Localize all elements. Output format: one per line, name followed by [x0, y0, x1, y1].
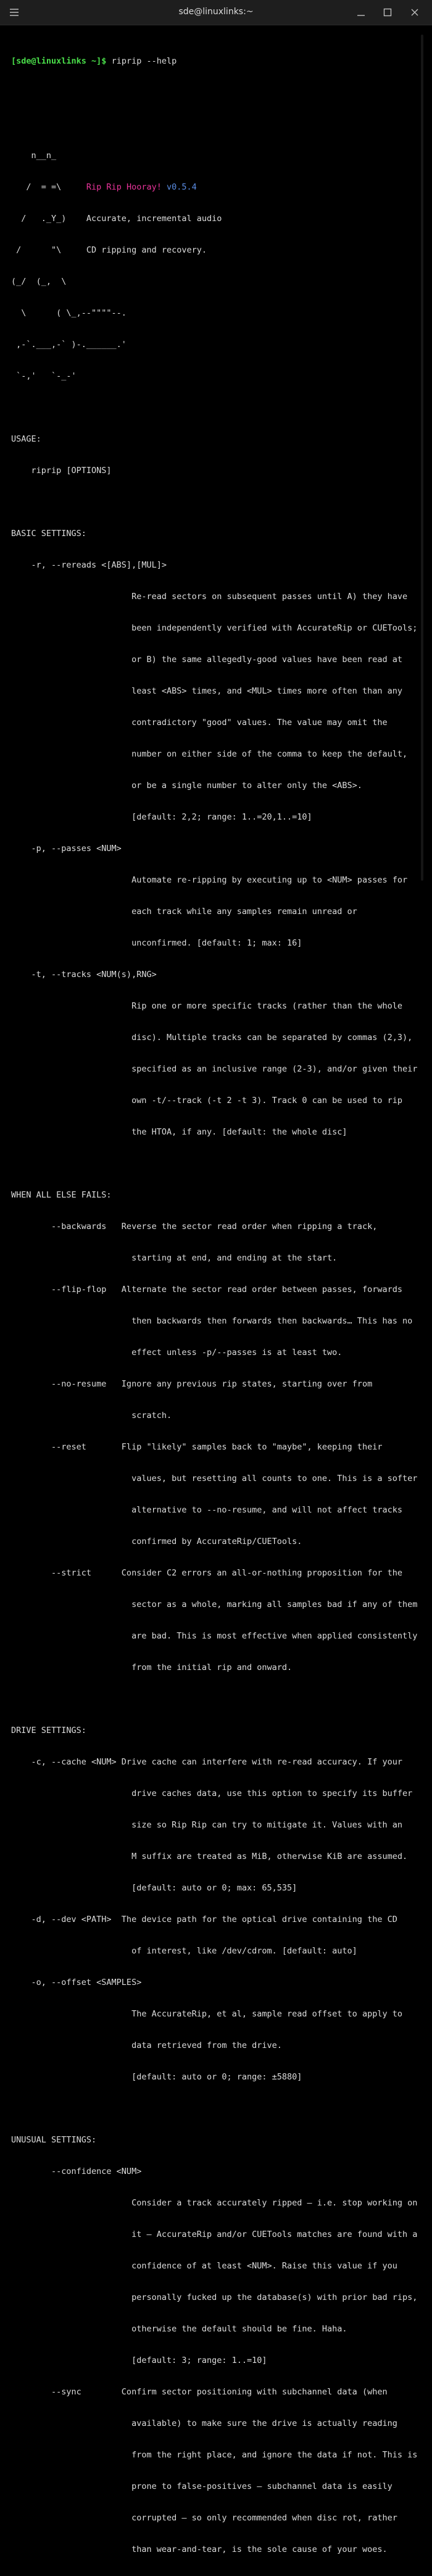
- option-line: -c, --cache <NUM> Drive cache can interfere with re-read accuracy. If your: [11, 1757, 402, 1767]
- description-line: each track while any samples remain unread or: [11, 907, 357, 917]
- option-line: -r, --rereads <[ABS],[MUL]>: [11, 560, 167, 570]
- option-line: -o, --offset <SAMPLES>: [11, 1978, 142, 1987]
- ascii-art-line: (_/ (_, \: [11, 277, 67, 287]
- option-line: -p, --passes <NUM>: [11, 844, 122, 854]
- description-line: prone to false-positives — subchannel data is easily: [11, 2482, 393, 2491]
- section-heading: DRIVE SETTINGS:: [11, 1726, 86, 1735]
- description-line: available) to make sure the drive is actually reading: [11, 2419, 397, 2428]
- output-line: [11, 497, 418, 508]
- window-title: sde@linuxlinks:~: [178, 7, 254, 17]
- description-line: Consider a track accurately ripped — i.e. stop working on: [11, 2198, 418, 2208]
- description-line: are bad. This is most effective when applied consistently: [11, 1631, 418, 1641]
- shell-prompt: [sde@linuxlinks ~]$: [11, 56, 107, 66]
- description-line: least <ABS> times, and <MUL> times more often than any: [11, 686, 402, 696]
- minimize-icon[interactable]: [353, 4, 369, 20]
- description-line: corrupted — so only recommended when disc rot, rather: [11, 2513, 397, 2523]
- ascii-art-line: \ ( \_,--""""--.: [11, 308, 127, 318]
- description-line: Rip one or more specific tracks (rather than the whole: [11, 1001, 402, 1011]
- section-heading: BASIC SETTINGS:: [11, 529, 86, 539]
- titlebar: [0, 0, 432, 25]
- output-line: [11, 88, 418, 98]
- option-line: --strict Consider C2 errors an all-or-nothing proposition for the: [11, 1568, 402, 1578]
- typed-command: riprip --help: [106, 56, 177, 66]
- output-line: [11, 1159, 418, 1169]
- ascii-art-line: n__n_: [11, 151, 57, 161]
- prompt-line: [11, 56, 418, 67]
- output-line: [11, 2104, 418, 2114]
- description-line: [default: auto or 0; max: 65,535]: [11, 1883, 297, 1893]
- description-line: from the initial rip and onward.: [11, 1663, 293, 1672]
- description-line: alternative to --no-resume, and will not affect tracks: [11, 1505, 402, 1515]
- ascii-art-line: / ._Y_) Accurate, incremental audio: [11, 214, 222, 224]
- ascii-art-line: ,-`.___,-` )-.______.': [11, 340, 127, 350]
- description-line: then backwards then forwards then backwards… This has no: [11, 1316, 413, 1326]
- description-line: The AccurateRip, et al, sample read offset to apply to: [11, 2009, 402, 2019]
- option-line: --backwards Reverse the sector read order when ripping a track,: [11, 1222, 378, 1231]
- close-icon[interactable]: [407, 4, 423, 20]
- description-line: otherwise the default should be fine. Haha.: [11, 2324, 347, 2334]
- description-line: been independently verified with AccurateRip or CUETools;: [11, 623, 418, 633]
- output-line: [11, 1694, 418, 1705]
- description-line: sector as a whole, marking all samples bad if any of them: [11, 1600, 418, 1609]
- description-line: [default: auto or 0; range: ±5880]: [11, 2072, 302, 2082]
- maximize-icon[interactable]: [380, 4, 396, 20]
- description-line: M suffix are treated as MiB, otherwise KiB are assumed.: [11, 1852, 408, 1861]
- section-heading: USAGE:: [11, 434, 41, 444]
- description-line: Automate re-ripping by executing up to <NUM> passes for: [11, 875, 408, 885]
- description-line: data retrieved from the drive.: [11, 2041, 282, 2050]
- description-line: confirmed by AccurateRip/CUETools.: [11, 1537, 302, 1546]
- description-line: number on either side of the comma to keep the default,: [11, 749, 408, 759]
- description-line: unconfirmed. [default: 1; max: 16]: [11, 938, 302, 948]
- option-line: --flip-flop Alternate the sector read order between passes, forwards: [11, 1285, 402, 1294]
- description-line: own -t/--track (-t 2 -t 3). Track 0 can be used to rip: [11, 1096, 402, 1105]
- description-line: scratch.: [11, 1411, 172, 1420]
- description-line: of interest, like /dev/cdrom. [default: auto]: [11, 1946, 357, 1956]
- description-line: contradictory "good" values. The value may omit the: [11, 718, 388, 728]
- description-line: Re-read sectors on subsequent passes until A) they have: [11, 592, 408, 602]
- description-line: effect unless -p/--passes is at least two.: [11, 1348, 343, 1357]
- description-line: disc). Multiple tracks can be separated by commas (2,3),: [11, 1033, 413, 1043]
- option-line: --reset Flip "likely" samples back to "maybe", keeping their: [11, 1442, 383, 1452]
- description-line: starting at end, and ending at the start.: [11, 1253, 338, 1263]
- output-line: [11, 119, 418, 130]
- output-line: riprip [OPTIONS]: [11, 466, 112, 476]
- ascii-art-line: / "\ CD ripping and recovery.: [11, 245, 207, 255]
- banner-version: v0.5.4: [166, 182, 197, 192]
- description-line: it — AccurateRip and/or CUETools matches are found with a: [11, 2230, 418, 2239]
- option-line: --sync Confirm sector positioning with subchannel data (when: [11, 2387, 388, 2397]
- banner-app-name: Rip Rip Hooray!: [86, 182, 162, 192]
- description-line: personally fucked up the database(s) with prior bad rips,: [11, 2293, 418, 2302]
- section-heading: WHEN ALL ELSE FAILS:: [11, 1190, 112, 1200]
- description-line: [default: 3; range: 1..=10]: [11, 2356, 267, 2365]
- description-line: confidence of at least <NUM>. Raise this value if you: [11, 2261, 397, 2271]
- description-line: the HTOA, if any. [default: the whole disc]: [11, 1127, 347, 1137]
- description-line: or B) the same allegedly-good values have been read at: [11, 655, 402, 665]
- description-line: drive caches data, use this option to specify its buffer: [11, 1789, 413, 1798]
- option-line: -d, --dev <PATH> The device path for the optical drive containing the CD: [11, 1915, 397, 1924]
- scrollbar[interactable]: [421, 35, 423, 881]
- description-line: from the right place, and ignore the data if not. This is: [11, 2450, 418, 2460]
- description-line: values, but resetting all counts to one. This is a softer: [11, 1474, 418, 1483]
- option-line: --confidence <NUM>: [11, 2167, 142, 2176]
- description-line: specified as an inclusive range (2-3), and/or given their: [11, 1064, 418, 1074]
- description-line: or be a single number to alter only the <ABS>.: [11, 781, 362, 791]
- description-line: than wear-and-tear, is the sole cause of your woes.: [11, 2545, 388, 2554]
- banner-line: [11, 182, 418, 193]
- section-heading: UNUSUAL SETTINGS:: [11, 2135, 97, 2145]
- ascii-art-line: `-,' `-_-': [11, 371, 77, 381]
- description-line: [default: 2,2; range: 1..=20,1..=10]: [11, 812, 312, 822]
- option-line: --no-resume Ignore any previous rip states, starting over from: [11, 1379, 373, 1389]
- output-line: [11, 403, 418, 413]
- ascii-art-segment: / = =\: [11, 182, 86, 192]
- description-line: size so Rip Rip can try to mitigate it. Values with an: [11, 1820, 402, 1830]
- terminal-output[interactable]: [11, 35, 418, 2576]
- option-line: -t, --tracks <NUM(s),RNG>: [11, 970, 157, 980]
